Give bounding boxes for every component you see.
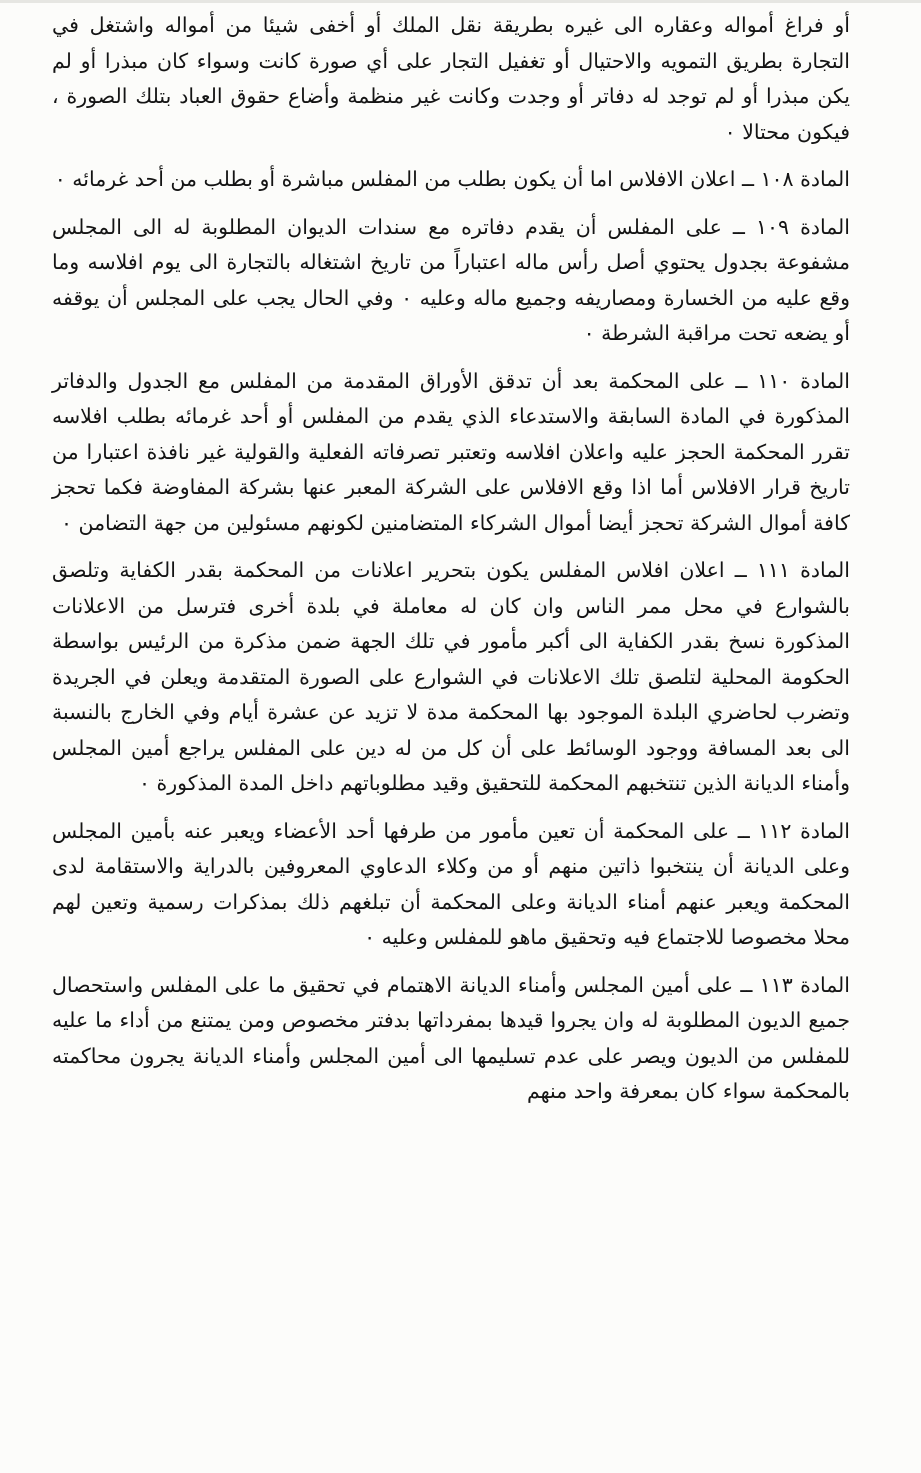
page-top-edge [0, 0, 921, 3]
article-108: المادة ١٠٨ ــ اعلان الافلاس اما أن يكون بطلب من المفلس مباشرة أو بطلب من أحد غرمائه ٠ [54, 167, 850, 191]
document-body [52, 8, 850, 1110]
article-111: المادة ١١١ ــ اعلان افلاس المفلس يكون بتحرير اعلانات من المحكمة بقدر الكفاية وتلصق بالشوارع في محل ممر الناس وان كان له معاملة في بلدة أخرى فترسل من الاعلانات المذكورة نسخ بقدر الكفاية الى أكبر مأمور في تلك الجهة ضمن مذكرة من الرئيس بواسطة الحكومة المحلية لتلصق تلك الاعلانات في الشوارع على الصورة المتقدمة ويعلن في الجريدة وتضرب لحاضري البلدة الموجود بها المحكمة مدة لا تزيد عن عشرة أيام وفي الخارج بالنسبة الى بعد المسافة ووجود الوسائط على أن كل من له دين على المفلس يراجع أمين المجلس وأمناء الديانة الذين تنتخبهم المحكمة للتحقيق وقيد مطلوباتهم داخل المدة المذكورة ٠ [52, 558, 850, 795]
article-112: المادة ١١٢ ــ على المحكمة أن تعين مأمور من طرفها أحد الأعضاء ويعبر عنه بأمين المجلس وعلى الديانة أن ينتخبوا ذاتين منهم أو من وكلاء الدعاوي المعروفين بالدراية والاستقامة لدى المحكمة ويعبر عنهم أمناء الديانة وعلى المحكمة أن تبلغهم ذلك بمذكرات رسمية وتعين لهم محلا مخصوصا للاجتماع فيه وتحقيق ماهو للمفلس وعليه ٠ [52, 818, 850, 949]
paragraph-continuation: أو فراغ أمواله وعقاره الى غيره بطريقة نقل الملك أو أخفى شيئا من أمواله واشتغل في التجارة بطريق التمويه والاحتيال أو تغفيل التجار على أي صورة كانت وسواء كان مبذرا أو لم يكن مبذرا أو لم توجد له دفاتر أو وجدت وكانت غير منظمة وأضاع حقوق العباد بتلك الصورة ، فيكون محتالا ٠ [52, 13, 850, 144]
article-113: المادة ١١٣ ــ على أمين المجلس وأمناء الديانة الاهتمام في تحقيق ما على المفلس واستحصال جميع الديون المطلوبة له وان يجروا قيدها بمفرداتها بدفتر مخصوص ومن يمتنع من أداء ما عليه للمفلس من الديون ويصر على عدم تسليمها الى أمين المجلس وأمناء الديانة يجرون محاكمته بالمحكمة سواء كان بمعرفة واحد منهم [52, 972, 850, 1103]
article-110: المادة ١١٠ ــ على المحكمة بعد أن تدقق الأوراق المقدمة من المفلس مع الجدول والدفاتر المذكورة في المادة السابقة والاستدعاء الذي يقدم من المفلس أو أحد غرمائه بطلب افلاسه تقرر المحكمة الحجز عليه واعلان افلاسه وتعتبر تصرفاته الفعلية والقولية غير نافذة اعتبارا من تاريخ قرار الافلاس أما اذا وقع الافلاس على الشركة المعبر عنها بشركة المفاوضة فكما تحجز كافة أموال الشركة تحجز أيضا أموال الشركاء المتضامنين لكونهم مسئولين من جهة التضامن ٠ [52, 368, 850, 535]
article-109: المادة ١٠٩ ــ على المفلس أن يقدم دفاتره مع سندات الديوان المطلوبة له الى المجلس مشفوعة بجدول يحتوي أصل رأس ماله اعتباراً من تاريخ اشتغاله بالتجارة الى يوم افلاسه وما وقع عليه من الخسارة ومصاريفه وجميع ماله وعليه ٠ وفي الحال يجب على المجلس أن يوقفه أو يضعه تحت مراقبة الشرطة ٠ [52, 214, 851, 345]
